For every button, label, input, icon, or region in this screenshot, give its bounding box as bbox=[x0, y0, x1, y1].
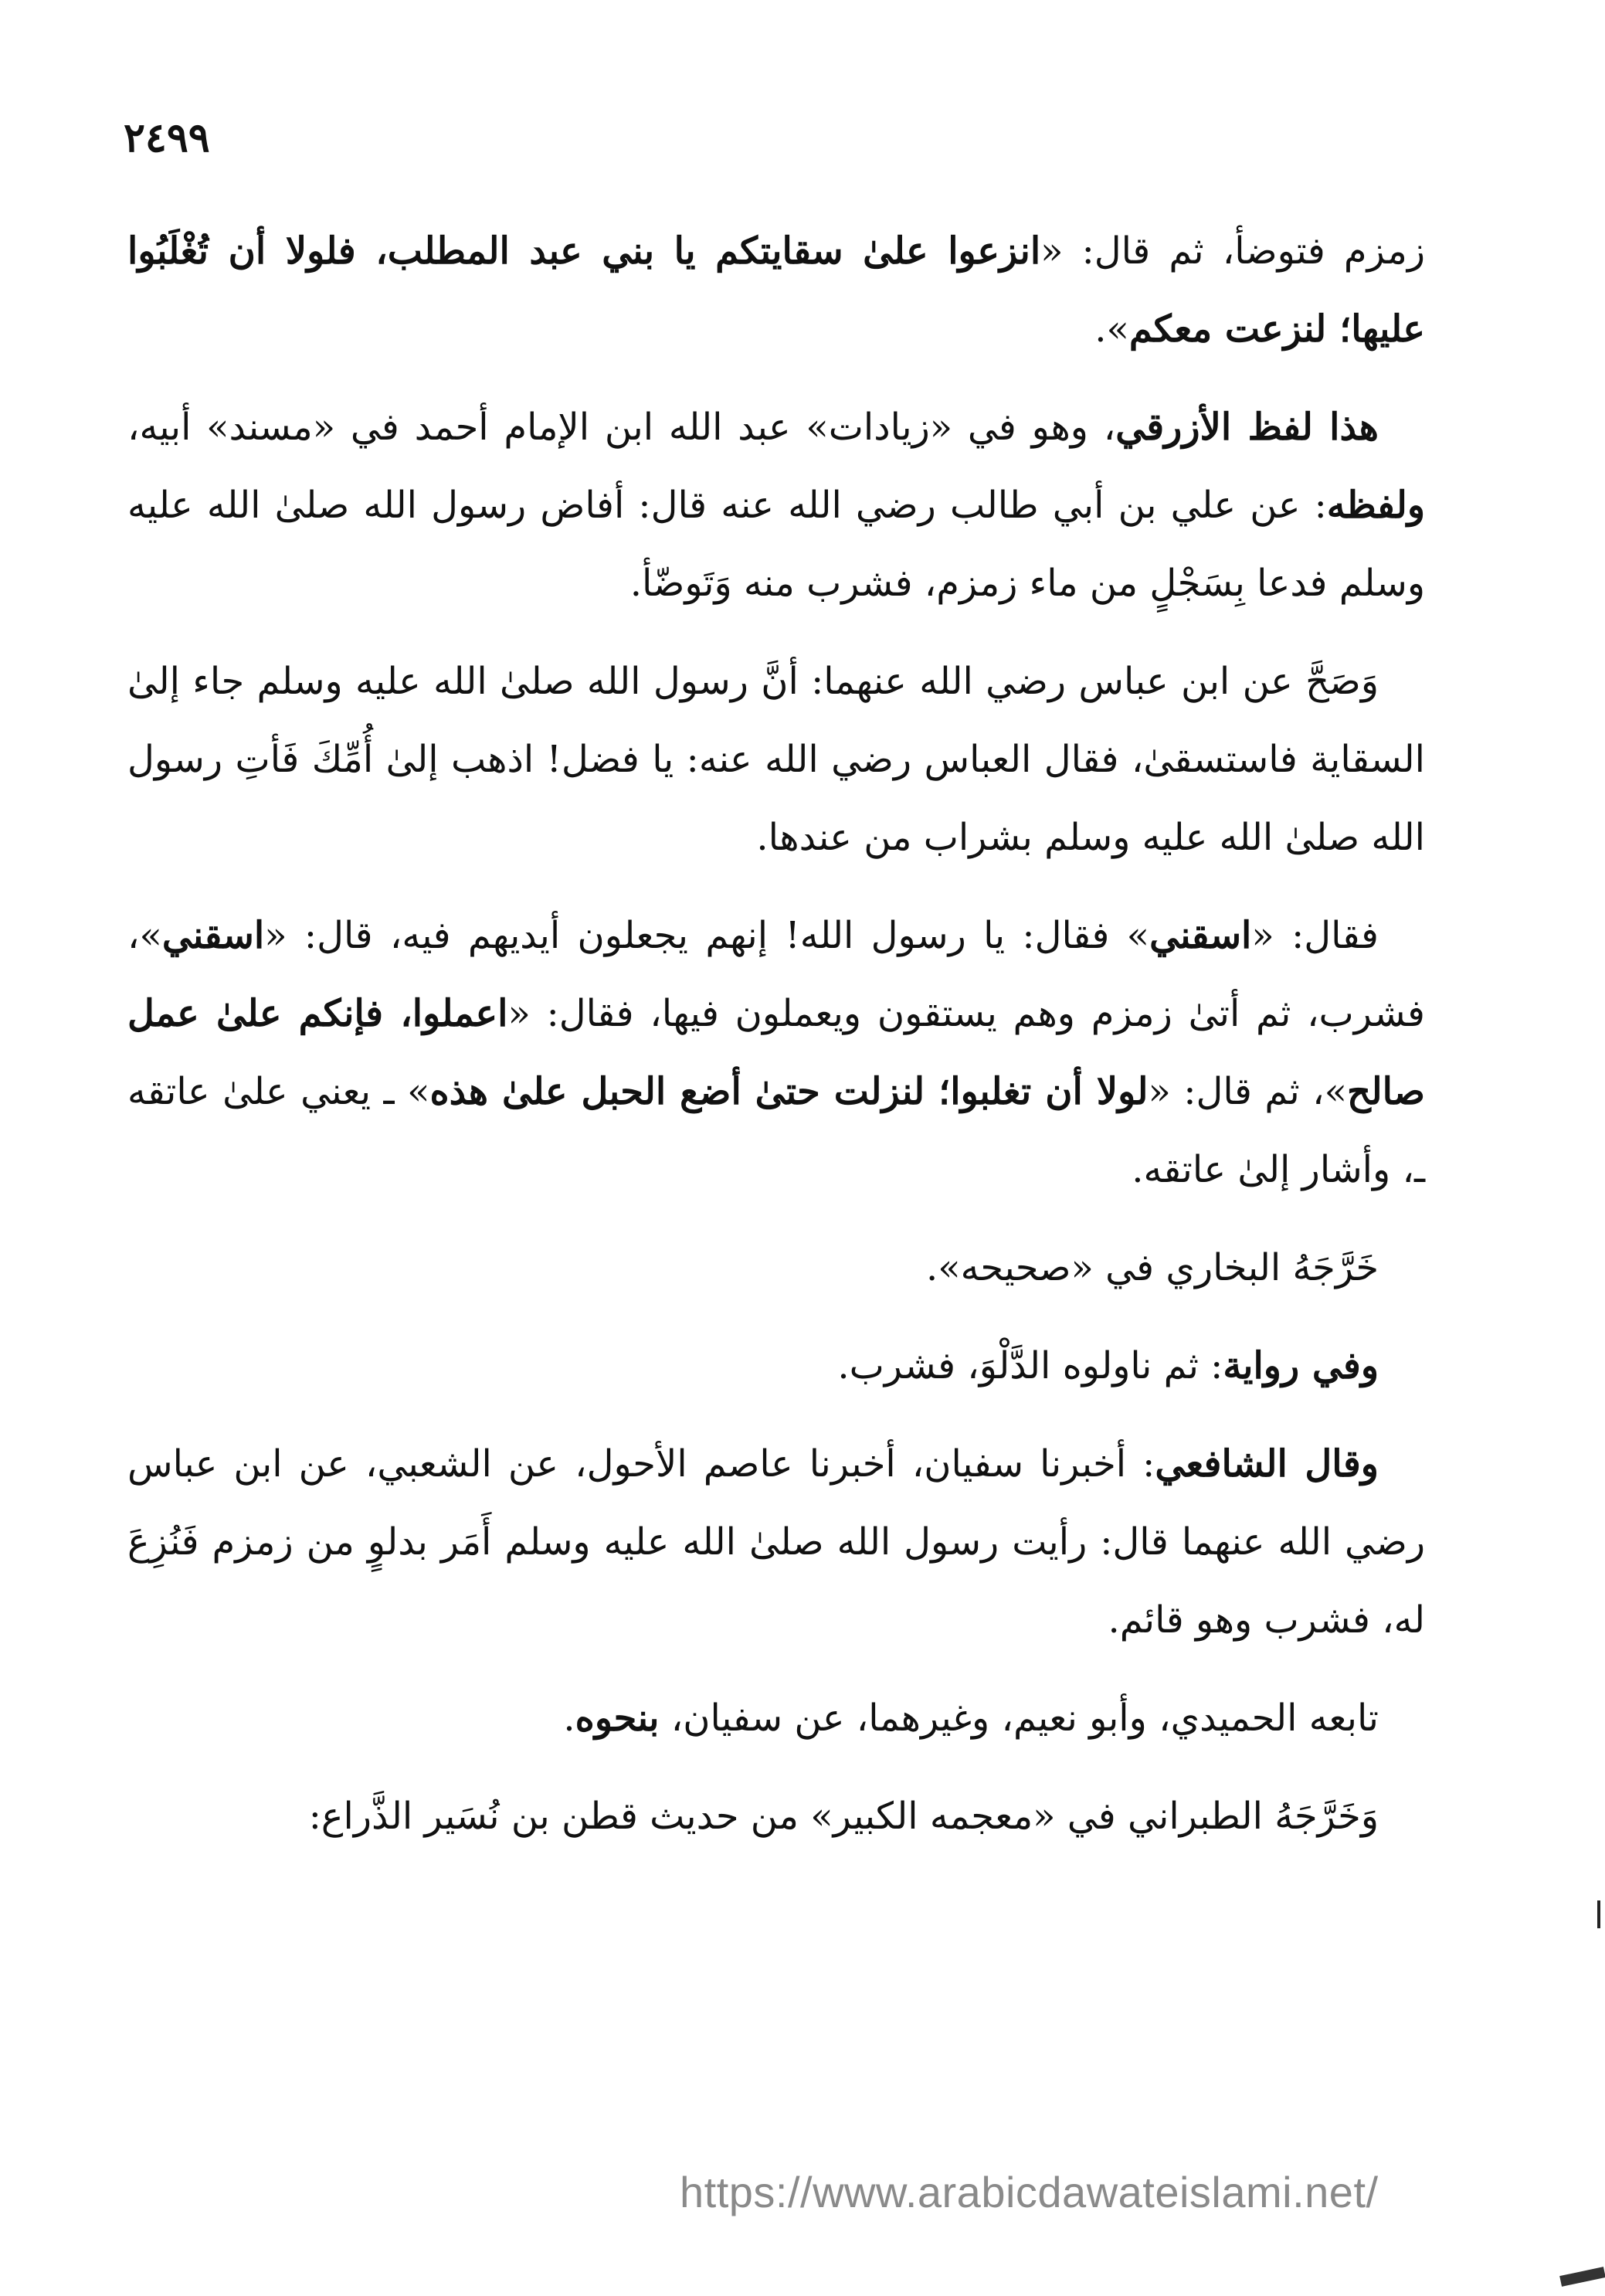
corner-mark bbox=[1559, 2267, 1605, 2287]
segment: خَرَّجَهُ البخاري في «صحيحه». bbox=[925, 1246, 1379, 1289]
paragraph-4 bbox=[127, 897, 1425, 1209]
paragraph-2 bbox=[127, 389, 1425, 623]
page-number: ٢٤٩٩ bbox=[124, 114, 210, 161]
segment: : أخبرنا سفيان، أخبرنا عاصم الأحول، عن الشعبي، عن ابن عباس رضي الله عنهما قال: رأيت رسول الله صلىٰ الله عليه وسلم أَمَر بدلوٍ من زمزم فَنُزِعَ له، فشرب وهو قائم. bbox=[127, 1442, 1426, 1642]
segment-bold: هذا لفظ الأزرقي bbox=[1115, 406, 1379, 449]
segment-bold: لولا أن تغلبوا؛ لنزلت حتىٰ أضع الحبل علىٰ هذه bbox=[429, 1070, 1149, 1113]
margin-mark bbox=[1597, 1900, 1600, 1928]
paragraph-7 bbox=[127, 1425, 1425, 1659]
segment: وَصَحَّ عن ابن عباس رضي الله عنهما: أنَّ رسول الله صلىٰ الله عليه وسلم جاء إلىٰ السقاية فاستسقىٰ، فقال العباس رضي الله عنه: يا فضل! اذهب إلىٰ أُمِّكَ فَأتِ رسول الله صلىٰ الله عليه وسلم بشراب من عندها. bbox=[127, 660, 1425, 859]
segment: ». bbox=[1094, 307, 1129, 351]
segment: ، وهو في «زيادات» عبد الله ابن الإمام أحمد في «مسند» أبيه، bbox=[127, 406, 1116, 449]
segment-bold: ولفظه bbox=[1326, 484, 1425, 527]
segment-bold: انزعوا علىٰ سقايتكم يا بني عبد المطلب، فلولا أن تُغْلَبُوا عليها؛ لنزعت معكم bbox=[127, 229, 1425, 351]
paragraph-8 bbox=[127, 1680, 1425, 1758]
segment: » فقال: يا رسول الله! إنهم يجعلون أيديهم فيه، قال: « bbox=[264, 914, 1150, 957]
segment: »، فشرب، ثم أتىٰ زمزم وهم يستقون ويعملون فيها، فقال: « bbox=[127, 914, 1425, 1035]
segment-bold: اسقني bbox=[161, 914, 265, 957]
paragraph-6 bbox=[127, 1327, 1425, 1405]
segment: : ثم ناولوه الدَّلْوَ، فشرب. bbox=[837, 1344, 1223, 1387]
segment: وَخَرَّجَهُ الطبراني في «معجمه الكبير» من حديث قطن بن نُسَير الذَّراع: bbox=[308, 1795, 1379, 1838]
paragraph-3 bbox=[127, 643, 1425, 877]
segment-bold: وفي رواية bbox=[1223, 1344, 1379, 1387]
watermark-url: https://www.arabicdawateislami.net/ bbox=[680, 2168, 1379, 2216]
segment-bold: بنحوه bbox=[575, 1697, 660, 1740]
segment: تابعه الحميدي، وأبو نعيم، وغيرهما، عن سفيان، bbox=[659, 1697, 1379, 1740]
segment: فقال: « bbox=[1251, 914, 1379, 957]
segment-bold: اسقني bbox=[1149, 914, 1252, 957]
segment-bold: اعملوا، فإنكم علىٰ عمل صالح bbox=[127, 992, 1426, 1113]
segment: : عن علي بن أبي طالب رضي الله عنه قال: أفاض رسول الله صلىٰ الله عليه وسلم فدعا بِسَجْلٍ من ماء زمزم، فشرب منه وَتَوضّأ. bbox=[127, 484, 1425, 605]
text-body bbox=[127, 212, 1425, 1876]
segment: » ـ يعني علىٰ عاتقه ـ، وأشار إلىٰ عاتقه. bbox=[127, 1070, 1425, 1191]
paragraph-5 bbox=[127, 1229, 1425, 1307]
paragraph-1 bbox=[127, 212, 1425, 369]
segment: . bbox=[563, 1697, 575, 1740]
paragraph-9 bbox=[127, 1778, 1425, 1856]
segment-bold: وقال الشافعي bbox=[1155, 1442, 1379, 1486]
segment: »، ثم قال: « bbox=[1148, 1070, 1348, 1113]
segment: زمزم فتوضأ، ثم قال: « bbox=[1040, 229, 1426, 273]
